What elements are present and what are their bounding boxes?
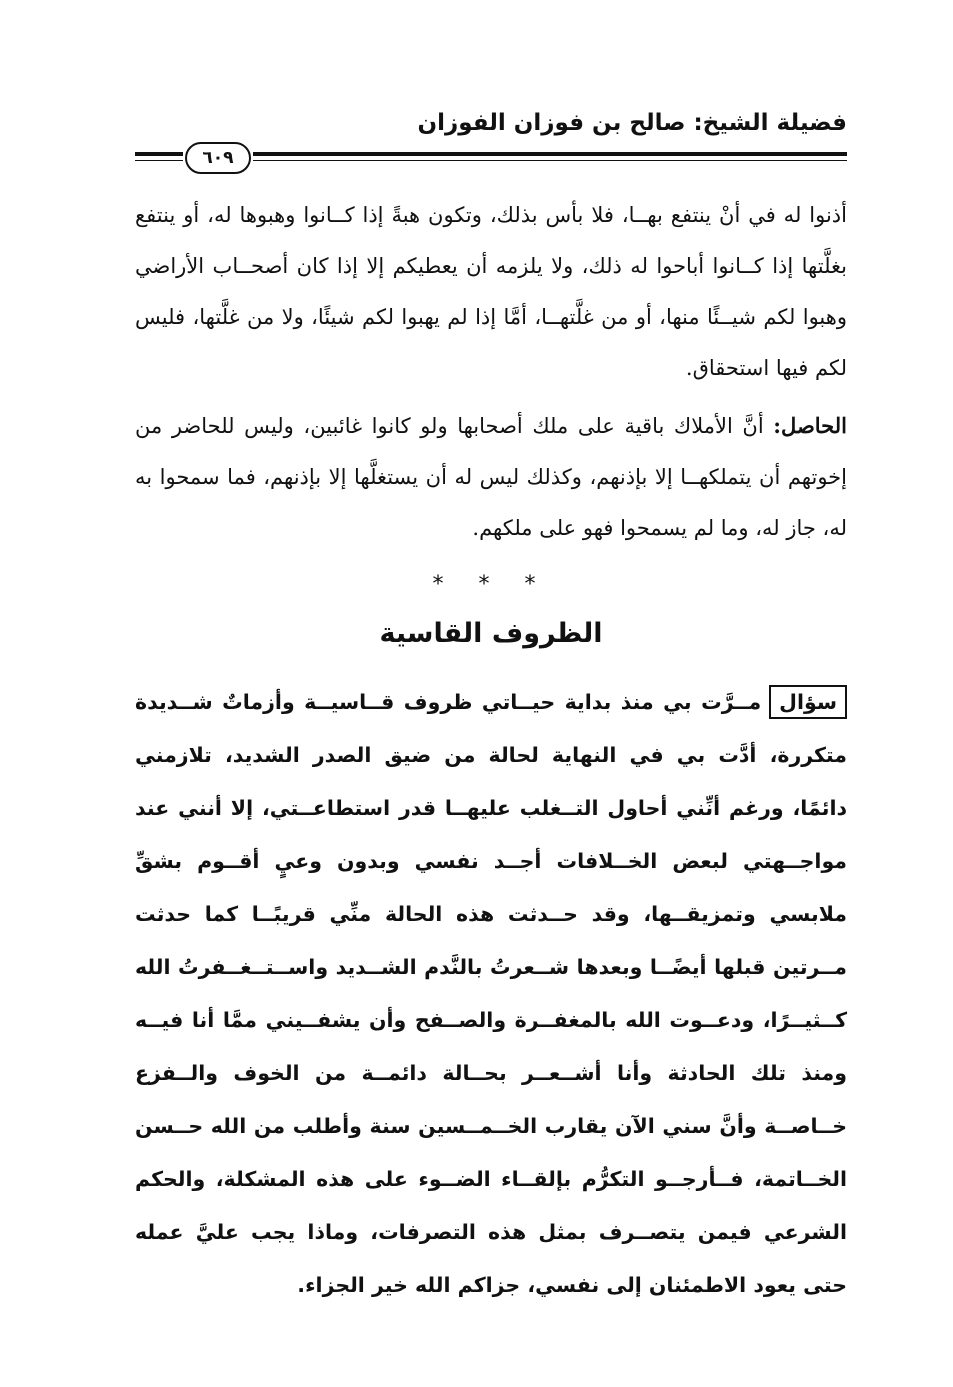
answer-paragraph-1 — [135, 190, 847, 394]
question-label: سؤال — [769, 685, 847, 719]
question-paragraph — [135, 676, 847, 1312]
header-rule-thin — [253, 160, 847, 161]
section-separator: * * * — [432, 572, 550, 597]
conclusion-text: أنَّ الأملاك باقية على ملك أصحابها ولو كانوا غائبين، وليس للحاضر من إخوتهم أن يتملكهــا إلا بإذنهم، وكذلك ليس له أن يستغلَّها إلا بإذنهم، فما سمحوا به له، جاز له، وما لم يسمحوا فهو على ملكهم. — [135, 414, 847, 540]
answer-paragraph-2 — [135, 400, 847, 554]
page-header — [135, 110, 847, 170]
header-rule — [253, 152, 847, 156]
conclusion-label: الحاصل: — [773, 413, 847, 438]
page-number: ٦٠٩ — [185, 142, 251, 174]
header-rule-left-thin — [135, 160, 183, 161]
paragraph-text: أذنوا له في أنْ ينتفع بهــا، فلا بأس بذلك، وتكون هبةً إذا كــانوا وهبوها له، أو ينتفع بغلَّتها إذا كــانوا أباحوا له ذلك، ولا يلزمه أن يعطيكم إلا إذا كان أصحــاب الأراضي وهبوا لكم شيــئًا منها، أو من غلَّتهــا، أمَّا إذا لم يهبوا لكم شيئًا، ولا من غلَّتها، فليس لكم فيها استحقاق. — [135, 203, 847, 380]
question-block — [135, 676, 847, 1312]
question-text: مــرَّت بي منذ بداية حيــاتي ظروف قــاسيــة وأزماتٌ شــديدة متكررة، أدَّت بي في النهاية لحالة من ضيق الصدر الشديد، تلازمني دائمًا، ورغم أنِّني أحاول التــغلب عليهــا قدر استطاعــتي، إلا أنني عند مواجــهتي لبعض الخــلافات أجــد نفسي وبدون وعيٍ أقــوم بشقِّ ملابسي وتمزيقــها، وقد حــدثت هذه الحالة منِّي قريبًــا كما حدثت مــرتين قبلها أيضًــا وبعدها شــعرتُ بالنَّدم الشــديد واســتــغــفرتُ الله كــثيــرًا، ودعــوت الله بالمغفــرة والصــفح وأن يشفــيني ممَّا أنا فيــه ومنذ تلك الحادثة وأنا أشــعــر بحــالة دائمــة من الخوف والــفزع خــاصــة وأنَّ سني الآن يقارب الخــمــسين سنة وأطلب من الله حــسن الخــاتمة، فــأرجــو التكرُّم بإلقــاء الضــوء على هذه المشكلة، والحكم الشرعي فيمن يتصــرف بمثل هذه التصرفات، وماذا يجب عليَّ عمله حتى يعود الاطمئنان إلى نفسي، جزاكم الله خير الجزاء. — [135, 690, 847, 1297]
header-rule-left — [135, 152, 183, 156]
conclusion-paragraph — [135, 400, 847, 554]
section-title: الظروف القاسية — [379, 618, 603, 649]
header-title: فضيلة الشيخ: صالح بن فوزان الفوزان — [417, 110, 847, 136]
